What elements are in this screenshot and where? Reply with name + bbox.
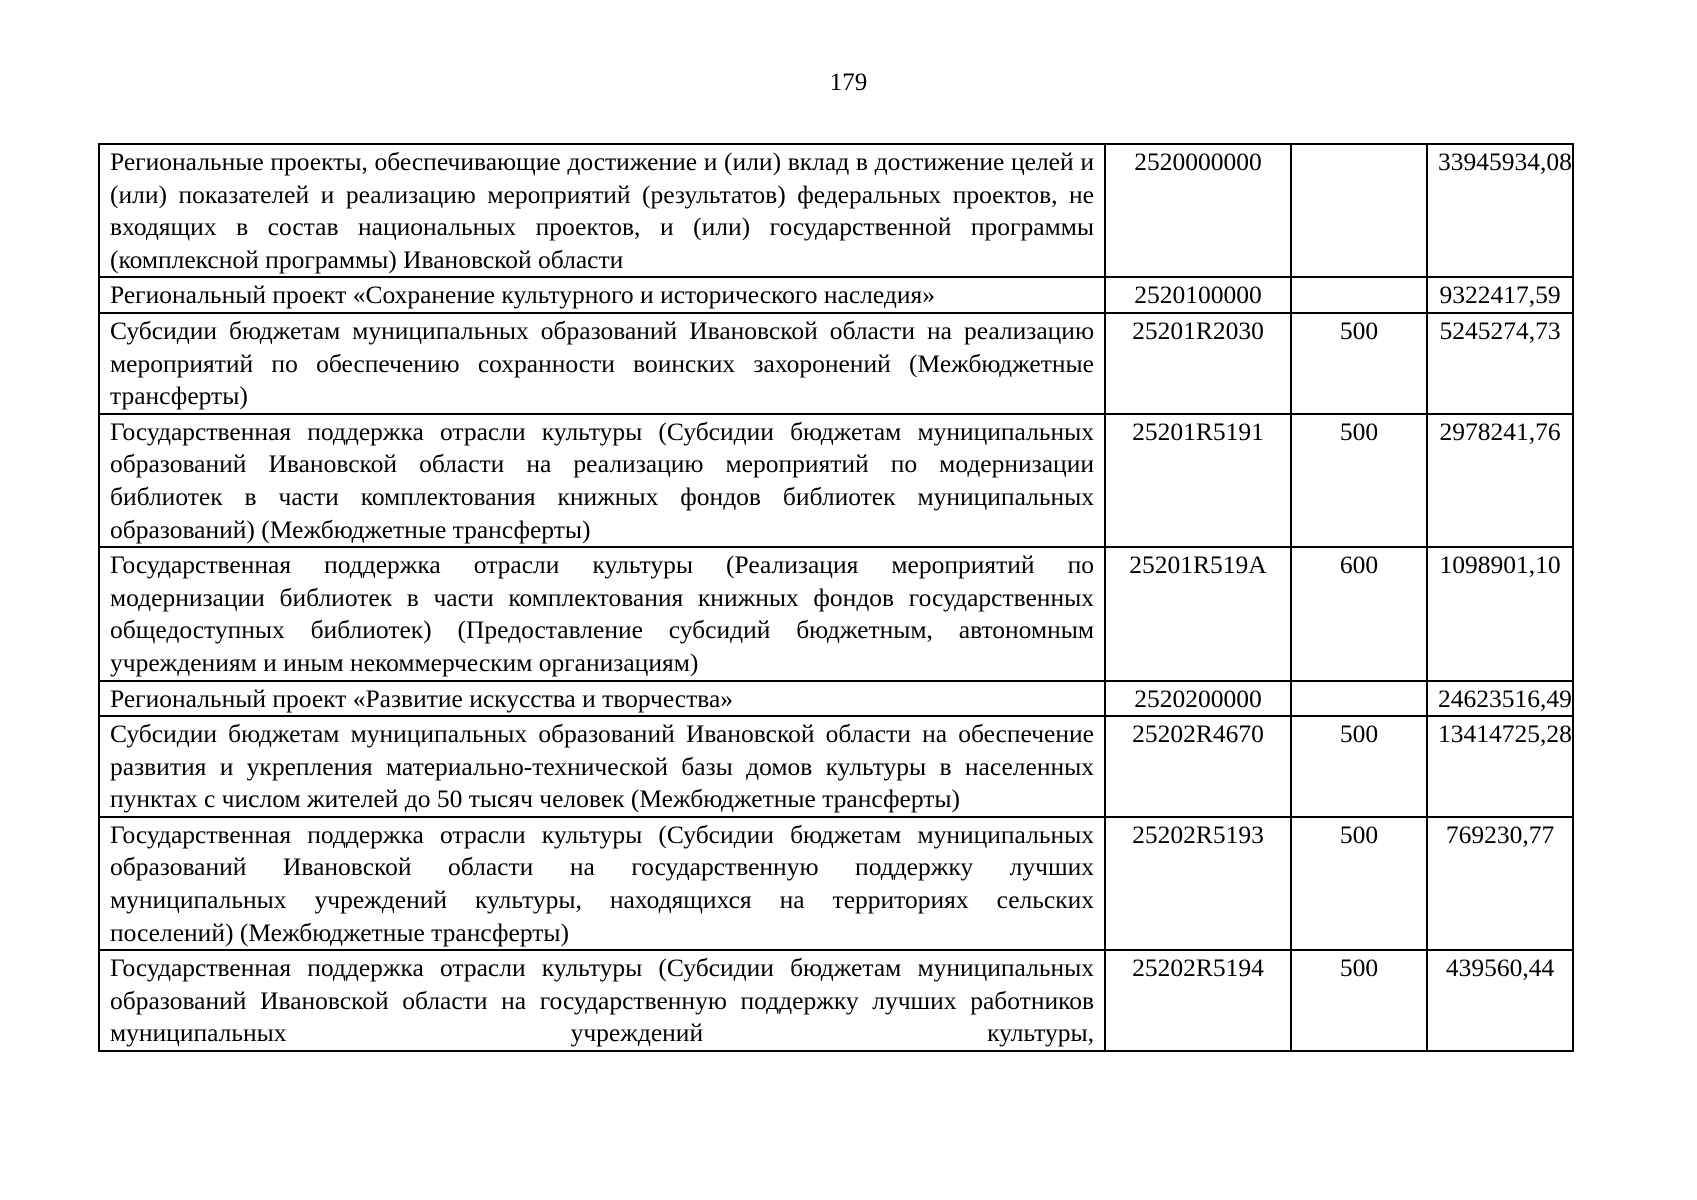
row-name: Региональные проекты, обеспечивающие достижение и (или) вклад в достижение целей и (или) показателей и реализацию мероприятий (результатов) федеральных проектов, не входящих в состав национальных проектов, и (или) государственной программы (комплексной программы) Ивановской области: [99, 144, 1105, 277]
table-row: [99, 547, 1573, 680]
row-type: 600: [1291, 547, 1427, 680]
row-name: Субсидии бюджетам муниципальных образований Ивановской области на реализацию мероприятий по обеспечению сохранности воинских захоронений (Межбюджетные трансферты): [99, 313, 1105, 414]
row-type: [1291, 277, 1427, 313]
row-name: Государственная поддержка отрасли культуры (Субсидии бюджетам муниципальных образований Ивановской области на государственную поддержку лучших работников муниципальных учреждений культуры,: [99, 950, 1105, 1051]
row-sum: 439560,44: [1427, 950, 1573, 1051]
row-code: 2520100000: [1105, 277, 1291, 313]
row-code: 25201R519А: [1105, 547, 1291, 680]
table-row: [99, 144, 1573, 277]
row-type: 500: [1291, 950, 1427, 1051]
row-type: 500: [1291, 414, 1427, 547]
row-name: Региональный проект «Сохранение культурного и исторического наследия»: [99, 277, 1105, 313]
row-type: 500: [1291, 817, 1427, 950]
row-type: 500: [1291, 313, 1427, 414]
table-row: [99, 681, 1573, 717]
row-code: 25201R2030: [1105, 313, 1291, 414]
row-name: Государственная поддержка отрасли культуры (Субсидии бюджетам муниципальных образований Ивановской области на государственную поддержку лучших муниципальных учреждений культуры, находящихся на территориях сельских поселений) (Межбюджетные трансферты): [99, 817, 1105, 950]
row-sum: 1098901,10: [1427, 547, 1573, 680]
row-code: 25202R4670: [1105, 716, 1291, 817]
row-code: 2520200000: [1105, 681, 1291, 717]
row-name: Государственная поддержка отрасли культуры (Реализация мероприятий по модернизации библиотек в части комплектования книжных фондов государственных общедоступных библиотек) (Предоставление субсидий бюджетным, автономным учреждениям и иным некоммерческим организациям): [99, 547, 1105, 680]
budget-table: [98, 143, 1574, 1052]
table-row: [99, 716, 1573, 817]
page-number: 179: [829, 69, 868, 96]
row-code: 2520000000: [1105, 144, 1291, 277]
row-type: 500: [1291, 716, 1427, 817]
row-sum: 13414725,28: [1427, 716, 1573, 817]
table-row: [99, 414, 1573, 547]
row-name: Субсидии бюджетам муниципальных образований Ивановской области на обеспечение развития и укрепления материально-технической базы домов культуры в населенных пунктах с числом жителей до 50 тысяч человек (Межбюджетные трансферты): [99, 716, 1105, 817]
row-code: 25202R5194: [1105, 950, 1291, 1051]
row-sum: 5245274,73: [1427, 313, 1573, 414]
table-row: [99, 817, 1573, 950]
row-code: 25201R5191: [1105, 414, 1291, 547]
table-row: [99, 950, 1573, 1051]
row-sum: 9322417,59: [1427, 277, 1573, 313]
row-sum: 769230,77: [1427, 817, 1573, 950]
table-row: [99, 313, 1573, 414]
row-sum: 2978241,76: [1427, 414, 1573, 547]
row-type: [1291, 144, 1427, 277]
table-row: [99, 277, 1573, 313]
row-sum: 24623516,49: [1427, 681, 1573, 717]
row-code: 25202R5193: [1105, 817, 1291, 950]
row-name: Государственная поддержка отрасли культуры (Субсидии бюджетам муниципальных образований Ивановской области на реализацию мероприятий по модернизации библиотек в части комплектования книжных фондов библиотек муниципальных образований) (Межбюджетные трансферты): [99, 414, 1105, 547]
row-type: [1291, 681, 1427, 717]
row-sum: 33945934,08: [1427, 144, 1573, 277]
row-name: Региональный проект «Развитие искусства и творчества»: [99, 681, 1105, 717]
